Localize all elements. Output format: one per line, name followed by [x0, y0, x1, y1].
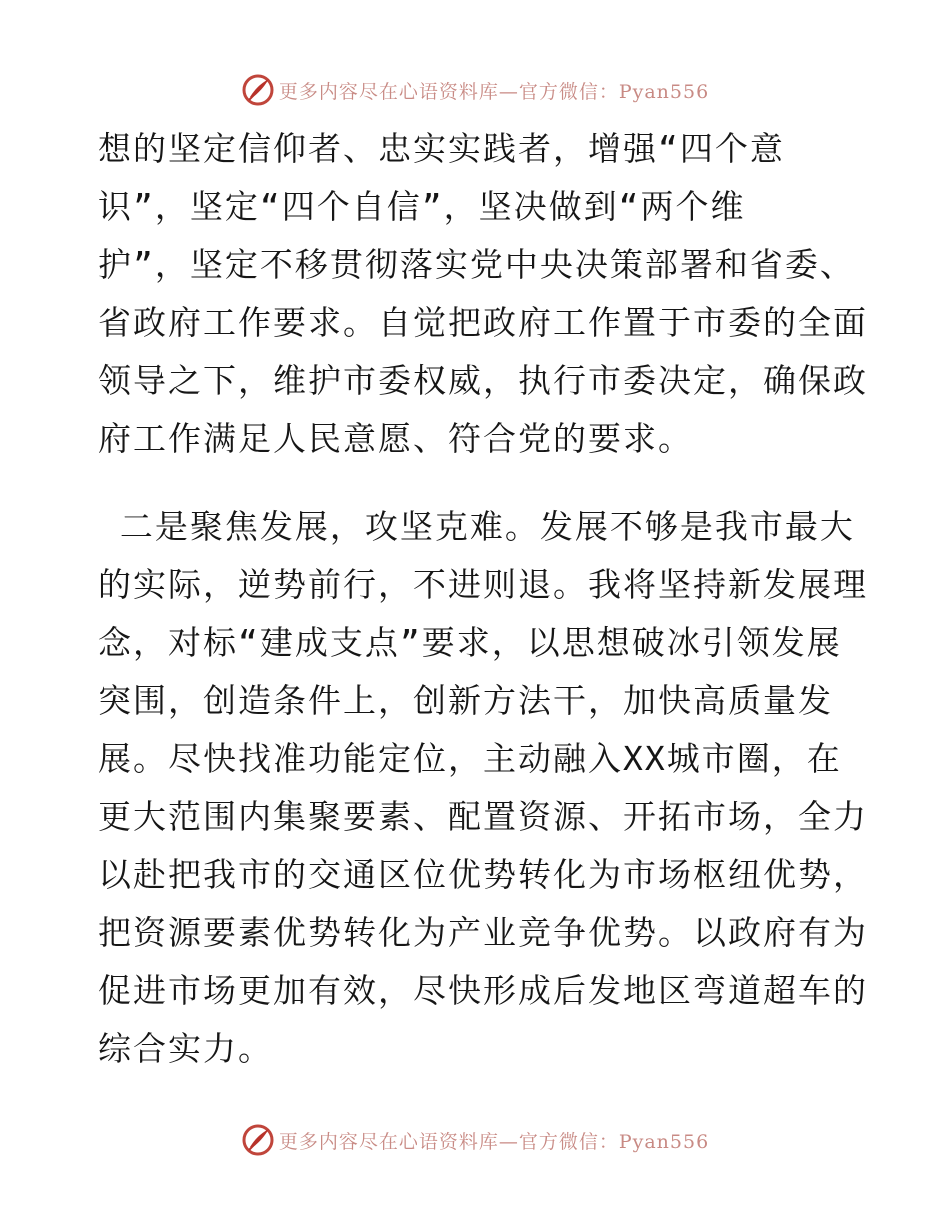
text-line: 把资源要素优势转化为产业竞争优势。以政府有为	[98, 913, 868, 952]
text-line: 更大范围内集聚要素、配置资源、开拓市场，全力	[98, 797, 868, 836]
text-line: 综合实力。	[98, 1029, 273, 1068]
document-body	[98, 120, 868, 1078]
text-line: 府工作满足人民意愿、符合党的要求。	[98, 419, 693, 458]
text-line: 想的坚定信仰者、忠实实践者，增强“四个意	[98, 129, 785, 168]
text-line: 二是聚焦发展，攻坚克难。发展不够是我市最大	[98, 507, 855, 546]
text-line: 促进市场更加有效，尽快形成后发地区弯道超车的	[98, 971, 868, 1010]
footer-banner-text: 更多内容尽在心语资料库—官方微信：Pyan556	[278, 1130, 710, 1153]
text-line: 识”，坚定“四个自信”，坚决做到“两个维	[98, 187, 746, 226]
paragraph-2	[98, 498, 868, 1078]
text-line: 突围，创造条件上，创新方法干，加快高质量发	[98, 681, 833, 720]
text-line: 以赴把我市的交通区位优势转化为市场枢纽优势，	[98, 855, 868, 894]
text-line: 的实际，逆势前行，不进则退。我将坚持新发展理	[98, 565, 868, 604]
header-banner-text: 更多内容尽在心语资料库—官方微信：Pyan556	[278, 80, 710, 103]
text-line: 省政府工作要求。自觉把政府工作置于市委的全面	[98, 303, 868, 342]
text-line: 念，对标“建成支点”要求，以思想破冰引领发展	[98, 623, 842, 662]
feather-logo-icon	[241, 1123, 275, 1157]
header-banner	[0, 70, 950, 110]
feather-logo-icon	[241, 73, 275, 107]
paragraph-spacer	[98, 468, 858, 498]
text-line: 展。尽快找准功能定位，主动融入XX城市圈，在	[98, 739, 842, 778]
text-line: 领导之下，维护市委权威，执行市委决定，确保政	[98, 361, 868, 400]
text-line: 护”，坚定不移贯彻落实党中央决策部署和省委、	[98, 245, 855, 284]
paragraph-1	[98, 120, 868, 468]
footer-banner	[0, 1120, 950, 1160]
